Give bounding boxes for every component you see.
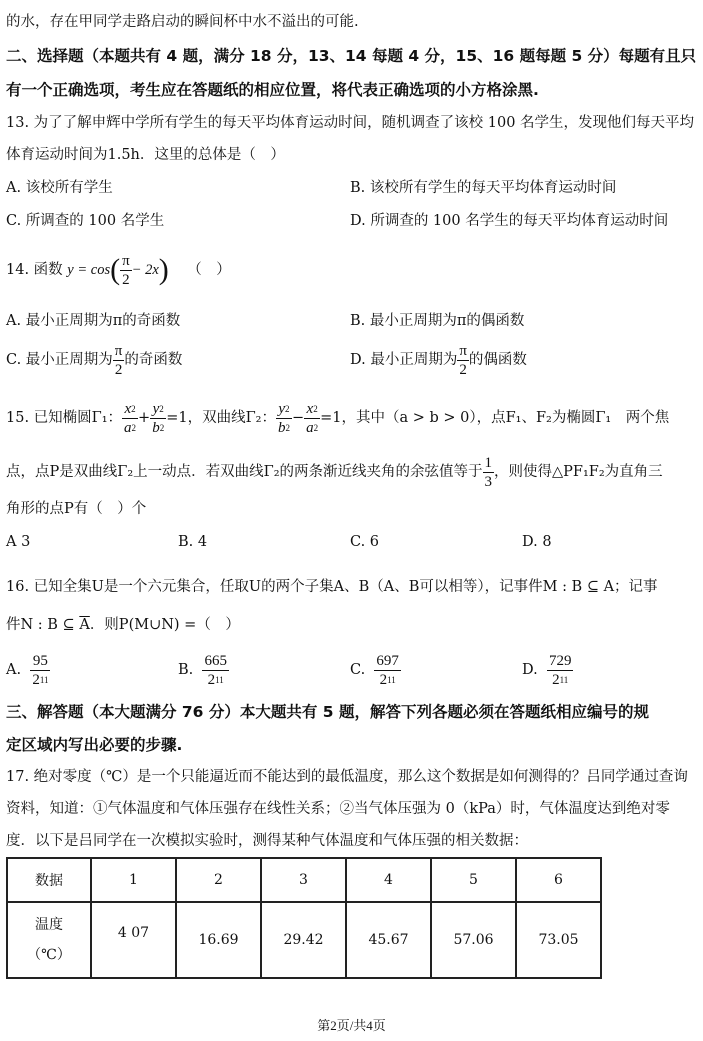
q17-stem-end: 度．以下是吕同学在一次模拟实验时，测得某种气体温度和气体压强的相关数据：	[6, 833, 528, 849]
q15-stem: 15. 已知椭圆Γ₁： $\frac{x^2}{a^2}$ + $\frac{y^2}{b^2}$ =1，双曲线Γ₂： $\frac{y^2}{b^2}$ − $\frac{x^2}{a^2}$ =1，其中（a > b > 0），点F₁、F₂为椭圆Γ₁ 两个焦	[6, 400, 670, 436]
table-header-cell: 5	[431, 858, 516, 902]
table-cell: 16.69	[176, 902, 261, 978]
section3-heading: 三、解答题（本大题满分 76 分）本大题共有 5 题，解答下列各题必须在答题纸相应编号的规	[6, 703, 649, 721]
q15-option-b: B. 4	[178, 534, 208, 550]
q13-stem-cont: 体育运动时间为1.5h．这里的总体是（ ）	[6, 147, 285, 163]
q16-option-b: B. $\frac{665}{2^{11}}$	[178, 652, 227, 688]
q14-fraction: $\frac{\pi}{2}$	[122, 252, 130, 288]
q13-option-c: C. 所调查的 100 名学生	[6, 213, 165, 229]
q16-option-a: A. $\frac{95}{2^{11}}$	[6, 652, 49, 688]
page-footer: 第2页/共4页	[317, 1018, 386, 1033]
q13-option-d: D. 所调查的 100 名学生的每天平均体育运动时间	[350, 213, 669, 229]
intro-tail-text: 的水，存在甲同学走路启动的瞬间杯中水不溢出的可能.	[6, 14, 359, 30]
table-row-label: 温度 （℃）	[7, 902, 91, 978]
table-header-cell: 3	[261, 858, 346, 902]
q14-blank: （ ）	[187, 262, 231, 278]
table-header-cell: 1	[91, 858, 176, 902]
q14-prefix: 14. 函数	[6, 262, 63, 278]
section2-heading: 二、选择题（本题共有 4 题，满分 18 分，13、14 每题 4 分，15、16 题每题 5 分）每题有且只	[6, 47, 697, 65]
section3-heading-cont: 定区域内写出必要的步骤.	[6, 736, 183, 754]
q14-option-c: C. 最小正周期为 $\frac{\pi}{2}$ 的奇函数	[6, 342, 183, 378]
q16-stem: 16. 已知全集U是一个六元集合，任取U的两个子集A、B（A、B可以相等），记事件M : B ⊆ A；记事	[6, 579, 658, 595]
q13-option-b: B. 该校所有学生的每天平均体育运动时间	[350, 180, 617, 196]
table-cell: 29.42	[261, 902, 346, 978]
q14-stem: 14. 函数 y = cos( $\frac{\pi}{2}$ − 2x) （ ）	[6, 252, 231, 288]
section2-heading-cont: 有一个正确选项，考生应在答题纸的相应位置，将代表正确选项的小方格涂黑.	[6, 81, 539, 99]
q17-stem: 17. 绝对零度（℃）是一个只能逼近而不能达到的最低温度，那么这个数据是如何测得的？吕同学通过查询	[6, 769, 688, 785]
table-cell: 45.67	[346, 902, 431, 978]
table-header-cell: 4	[346, 858, 431, 902]
q14-rest: − 2x	[131, 262, 159, 278]
table-header-cell: 6	[516, 858, 601, 902]
q15-option-a: A 3	[6, 534, 31, 550]
q15-stem-end: 角形的点P有（ ）个	[6, 501, 147, 517]
q14-function: y = cos	[67, 262, 111, 278]
q14-option-b: B. 最小正周期为π的偶函数	[350, 313, 525, 329]
data-table	[6, 857, 602, 979]
q17-stem-cont: 资料，知道：①气体温度和气体压强存在线性关系；②当气体压强为 0（kPa）时，气体温度达到绝对零	[6, 801, 670, 817]
q14-option-a: A. 最小正周期为π的奇函数	[6, 313, 181, 329]
table-cell: 73.05	[516, 902, 601, 978]
table-header-row	[7, 858, 601, 902]
q15-option-d: D. 8	[522, 534, 552, 550]
q15-option-c: C. 6	[350, 534, 380, 550]
q16-option-c: C. $\frac{697}{2^{11}}$	[350, 652, 399, 688]
q16-stem-cont: 件N : B ⊆ $\overline{A}$．则P(M∪N) =（ ）	[6, 617, 240, 633]
table-cell: 4 07	[91, 902, 176, 978]
table-row	[7, 902, 601, 978]
q15-stem-cont: 点，点P是双曲线Γ₂上一动点．若双曲线Γ₂的两条渐近线夹角的余弦值等于 $\frac{1}{3}$ ，则使得△PF₁F₂为直角三	[6, 454, 663, 490]
table-cell: 57.06	[431, 902, 516, 978]
table-header-label: 数据	[7, 858, 91, 902]
q14-option-d: D. 最小正周期为 $\frac{\pi}{2}$ 的偶函数	[350, 342, 527, 378]
q16-option-d: D. $\frac{729}{2^{11}}$	[522, 652, 572, 688]
q13-stem: 13. 为了了解申辉中学所有学生的每天平均体育运动时间，随机调查了该校 100 名学生，发现他们每天平均	[6, 115, 695, 131]
table-header-cell: 2	[176, 858, 261, 902]
q13-option-a: A. 该校所有学生	[6, 180, 113, 196]
